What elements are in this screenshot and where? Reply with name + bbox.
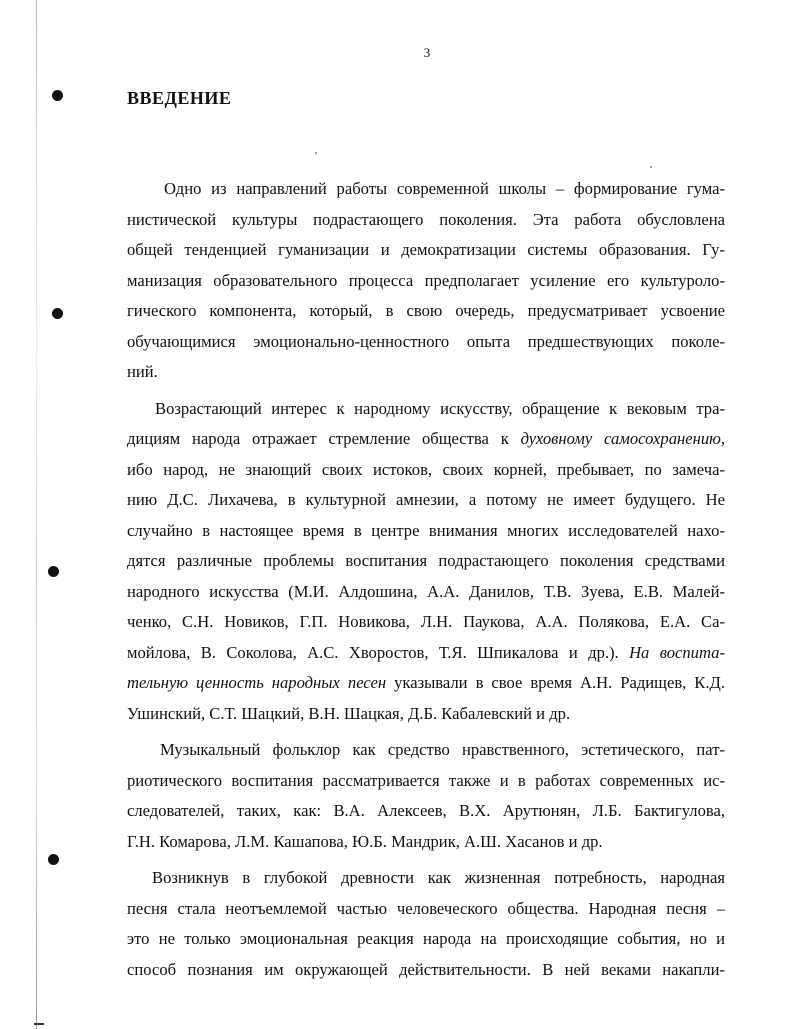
text-line (127, 668, 725, 699)
text-line: следователей, таких, как: В.А. Алексеев, В.Х. Арутюнян, Л.Б. Бактигулова, (127, 801, 725, 820)
text-line: способ познания им окружающей действительности. В ней веками накапли- (127, 959, 725, 979)
section-heading: ВВЕДЕНИЕ (127, 88, 232, 108)
text-line: дятся различные проблемы воспитания подрастающего поколения средствами (127, 551, 725, 570)
text-line: народного искусства (М.И. Алдошина, А.А. Данилов, Т.В. Зуева, Е.В. Малей- (127, 581, 725, 601)
binding-hole-mark (52, 90, 63, 101)
text-line: ченко, С.Н. Новиков, Г.П. Новикова, Л.Н. Паукова, А.А. Полякова, Е.А. Са- (127, 612, 725, 631)
text-line: нию Д.С. Лихачева, в культурной амнезии, а потому не имеет будущего. Не (127, 490, 725, 509)
text-line: случайно в настоящее время в центре внимания многих исследователей нахо- (127, 520, 725, 540)
text-line: манизация образовательного процесса предполагает усиление его культуроло- (127, 270, 725, 290)
scan-edge-line (36, 0, 37, 1029)
text-line: общей тенденцией гуманизации и демократизации системы образования. Гу- (127, 240, 725, 259)
italic-term: тельную ценность народных песен (127, 673, 387, 692)
text-line: нистической культуры подрастающего поколения. Эта работа обусловлена (127, 209, 725, 229)
scan-dust (315, 152, 317, 154)
binding-hole-mark (48, 854, 59, 865)
paragraph (127, 735, 725, 857)
text-segment: мойлова, В. Соколова, А.С. Хворостов, Т.Я. Шпикалова и др.). (127, 642, 630, 662)
page-number: 3 (423, 45, 431, 60)
text-line: риотического воспитания рассматривается также и в работах современных ис- (127, 770, 725, 790)
text-line: Возрастающий интерес к народному искусству, обращение к вековым тра- (155, 398, 725, 418)
text-line: ний. (127, 362, 158, 381)
text-line: Ушинский, С.Т. Шацкий, В.Н. Шацкая, Д.Б. Кабалевский и др. (127, 703, 571, 723)
text-line (127, 424, 725, 455)
paragraph (127, 863, 725, 985)
text-line: Г.Н. Комарова, Л.М. Кашапова, Ю.Б. Мандрик, А.Ш. Хасанов и др. (127, 831, 603, 851)
scan-corner-mark (34, 1023, 44, 1025)
italic-term: На воспита- (629, 642, 725, 662)
text-line: Музыкальный фольклор как средство нравственного, эстетического, пат- (160, 740, 725, 759)
text-line: Возникнув в глубокой древности как жизненная потребность, народная (152, 868, 725, 887)
italic-term: духовному самосохранению, (520, 429, 725, 448)
text-line: это не только эмоциональная реакция народа на происходящие события, но и (127, 929, 725, 948)
binding-hole-mark (48, 566, 59, 577)
binding-hole-mark (52, 308, 63, 319)
body-text (127, 174, 725, 991)
text-line: гического компонента, который, в свою очередь, предусматривает усвоение (127, 301, 725, 320)
text-line: обучающимися эмоционально-ценностного опыта предшествующих поколе- (127, 331, 725, 351)
text-line: Одно из направлений работы современной школы – формирование гума- (164, 179, 725, 198)
text-line: ибо народ, не знающий своих истоков, своих корней, пребывает, по замеча- (127, 459, 725, 479)
paragraph (127, 394, 725, 730)
text-line: песня стала неотъемлемой частью человеческого общества. Народная песня – (127, 898, 725, 918)
text-segment: дициям народа отражает стремление общества к (127, 429, 521, 448)
paragraph (127, 174, 725, 388)
text-segment: указывали в свое время А.Н. Радищев, К.Д. (386, 673, 725, 692)
text-line (127, 638, 725, 669)
scan-dust (650, 166, 652, 168)
